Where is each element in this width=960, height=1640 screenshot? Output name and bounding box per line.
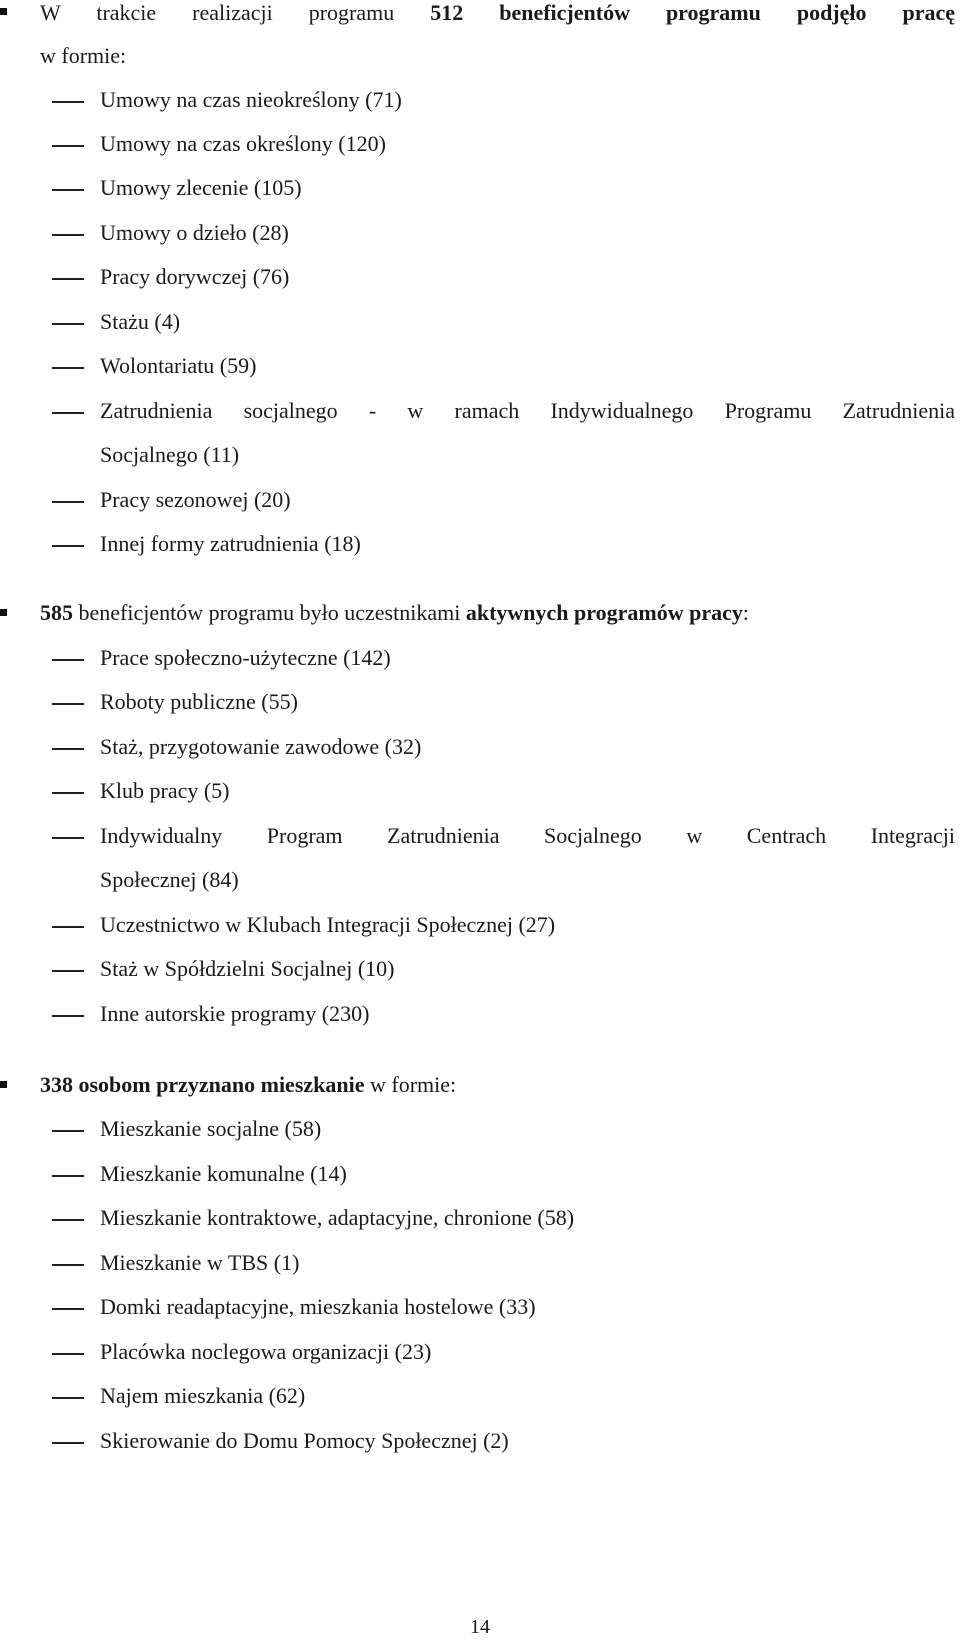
dash-icon bbox=[52, 545, 84, 547]
list-item: Mieszkanie w TBS (1) bbox=[100, 1250, 300, 1275]
dash-icon bbox=[52, 1397, 84, 1399]
dash-icon bbox=[52, 748, 84, 750]
section3-intro-suffix: w formie: bbox=[370, 1072, 457, 1097]
section3-intro bbox=[40, 1072, 456, 1098]
list-item: Umowy zlecenie (105) bbox=[100, 175, 302, 200]
section1-intro-bold: 512 beneficjentów programu podjęło pracę bbox=[430, 0, 956, 25]
list-item: Wolontariatu (59) bbox=[100, 353, 257, 378]
bullet-icon bbox=[0, 8, 7, 15]
list-item: Domki readaptacyjne, mieszkania hostelowe (33) bbox=[100, 1294, 536, 1319]
list-item: Indywidualny Program Zatrudnienia Socjalnego w Centrach Integracji bbox=[100, 823, 955, 848]
section2-intro-number: 585 bbox=[40, 600, 73, 625]
dash-icon bbox=[52, 1264, 84, 1266]
section1-intro-suffix: w formie: bbox=[40, 43, 127, 68]
list-item: Uczestnictwo w Klubach Integracji Społecznej (27) bbox=[100, 912, 556, 937]
list-item: Mieszkanie socjalne (58) bbox=[100, 1116, 322, 1141]
dash-icon bbox=[52, 412, 84, 414]
list-item: Umowy na czas określony (120) bbox=[100, 131, 386, 156]
list-item: Mieszkanie kontraktowe, adaptacyjne, chronione (58) bbox=[100, 1205, 575, 1230]
section1-intro-prefix: W trakcie realizacji programu bbox=[40, 0, 395, 25]
dash-icon bbox=[52, 501, 84, 503]
list-item: Umowy o dzieło (28) bbox=[100, 220, 289, 245]
list-item: Skierowanie do Domu Pomocy Społecznej (2) bbox=[100, 1428, 509, 1453]
dash-icon bbox=[52, 1442, 84, 1444]
list-item: Innej formy zatrudnienia (18) bbox=[100, 531, 361, 556]
dash-icon bbox=[52, 1219, 84, 1221]
list-item: Umowy na czas nieokreślony (71) bbox=[100, 87, 402, 112]
section2-intro bbox=[40, 600, 749, 626]
list-item: Roboty publiczne (55) bbox=[100, 689, 298, 714]
dash-icon bbox=[52, 101, 84, 103]
list-item: Klub pracy (5) bbox=[100, 778, 230, 803]
dash-icon bbox=[52, 926, 84, 928]
list-item-continuation: Społecznej (84) bbox=[100, 867, 239, 892]
list-item: Najem mieszkania (62) bbox=[100, 1383, 306, 1408]
dash-icon bbox=[52, 189, 84, 191]
list-item: Mieszkanie komunalne (14) bbox=[100, 1161, 347, 1186]
bullet-icon bbox=[0, 609, 7, 616]
list-item: Prace społeczno-użyteczne (142) bbox=[100, 645, 391, 670]
list-item: Staż, przygotowanie zawodowe (32) bbox=[100, 734, 422, 759]
dash-icon bbox=[52, 1308, 84, 1310]
dash-icon bbox=[52, 659, 84, 661]
dash-icon bbox=[52, 1015, 84, 1017]
dash-icon bbox=[52, 145, 84, 147]
list-item: Pracy sezonowej (20) bbox=[100, 487, 291, 512]
section1-intro bbox=[40, 0, 955, 26]
section2-intro-bold: aktywnych programów pracy bbox=[465, 600, 743, 625]
dash-icon bbox=[52, 703, 84, 705]
dash-icon bbox=[52, 367, 84, 369]
list-item: Placówka noclegowa organizacji (23) bbox=[100, 1339, 432, 1364]
dash-icon bbox=[52, 278, 84, 280]
dash-icon bbox=[52, 970, 84, 972]
section2-intro-end: : bbox=[742, 600, 749, 625]
page-number: 14 bbox=[470, 1616, 490, 1638]
dash-icon bbox=[52, 837, 84, 839]
dash-icon bbox=[52, 1353, 84, 1355]
section3-intro-bold: 338 osobom przyznano mieszkanie bbox=[40, 1072, 365, 1097]
section2-intro-middle: beneficjentów programu było uczestnikami bbox=[78, 600, 461, 625]
list-item: Staż w Spółdzielni Socjalnej (10) bbox=[100, 956, 395, 981]
dash-icon bbox=[52, 323, 84, 325]
list-item: Inne autorskie programy (230) bbox=[100, 1001, 370, 1026]
dash-icon bbox=[52, 1175, 84, 1177]
list-item: Zatrudnienia socjalnego - w ramach Indywidualnego Programu Zatrudnienia bbox=[100, 398, 955, 423]
bullet-icon bbox=[0, 1081, 7, 1088]
dash-icon bbox=[52, 792, 84, 794]
dash-icon bbox=[52, 1130, 84, 1132]
list-item: Stażu (4) bbox=[100, 309, 181, 334]
list-item-continuation: Socjalnego (11) bbox=[100, 442, 240, 467]
dash-icon bbox=[52, 234, 84, 236]
list-item: Pracy dorywczej (76) bbox=[100, 264, 290, 289]
